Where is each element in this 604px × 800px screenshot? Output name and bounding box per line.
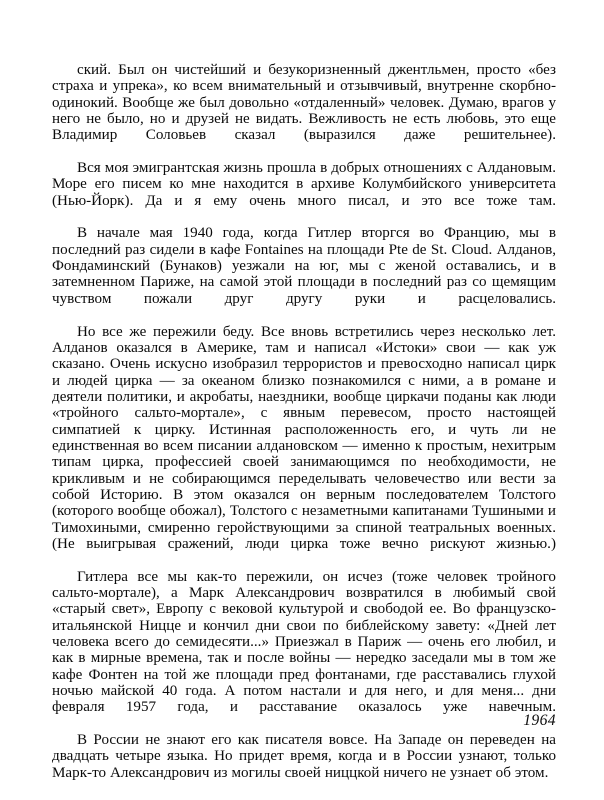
paragraph-russia: В России не знают его как писателя вовсе. На Западе он переведен на двадцать четыре языка. Но придет время, когда и в России узнают, только Марк-то Александрович из могилы своей ниццкой ничего не узнает об этом. (52, 732, 556, 781)
paragraph-emigrant-life: Вся моя эмигрантская жизнь прошла в добрых отношениях с Алдановым. Море его писем ко мне находится в архиве Колумбийского университета (Нью-Йорк). Да и я ему очень много писал, и это все тоже там. (52, 160, 556, 209)
paragraph-continued: ский. Был он чистейший и безукоризненный джентльмен, просто «без страха и упрека», ко всем внимательный и отзывчивый, внутренне скорбно-одинокий. Вообще же был довольно «отдаленный» человек. Думаю, врагов у него не было, но и друзей не видать. Вежливость не есть любовь, это еще Владимир Соловьев сказал (выразился даже решительнее). (52, 62, 556, 144)
year-footer: 1964 (523, 712, 556, 729)
paragraph-hitler-nice: Гитлера все мы как-то пережили, он исчез (тоже человек тройного сальто-мортале), а Марк Александрович возвратился в любимый свой «старый свет», Европу с вековой культурой и свободой ее. Во французско-итальянской Ницце и кончил дни свои по библейскому завету: «Дней лет человека всего до семидесяти...» Приезжал в Париж — очень его любил, и как в мирные времена, так и после войны — нередко заседали мы в том же кафе Фонтен на той же площади пред фонтанами, где расставались глухой ночью майской 40 года. А потом настали и для него, и для меня... дни февраля 1957 года, и расставание оказалось уже навечным. (52, 568, 556, 716)
body-text (52, 62, 556, 781)
paragraph-circus: Но все же пережили беду. Все вновь встретились через несколько лет. Алданов оказался в Америке, там и написал «Истоки» свои — как уж сказано. Очень искусно изобразил террористов и превосходно написал цирк и людей цирка — за океаном близко познакомился с ними, а в романе и деятели политики, и акробаты, наездники, вообще циркачи поданы как люди «тройного сальто-мортале», с явным перевесом, просто настоящей симпатией к цирку. Истинная расположенность его, и чуть ли не единственная во всем писании алдановском — именно к простым, нехитрым типам цирка, профессией своей занимающимся по необходимости, не крикливым и не собирающимся переделывать человечество или вести за собой Историю. В этом оказался он верным последователем Толстого (которого вообще обожал), Толстого с незаметными капитанами Тушиными и Тимохиными, смиренно геройствующими за спиной театральных военных. (Не выигрывая сражений, люди цирка тоже вечно рискуют жизнью.) (52, 323, 556, 552)
paragraph-may-1940: В начале мая 1940 года, когда Гитлер вторгся во Францию, мы в последний раз сидели в кафе Fontaines на площади Pte de St. Cloud. Алданов, Фондаминский (Бунаков) уезжали на юг, мы с женой оставались, и в затемненном Париже, на самой этой площади в последний раз со щемящим чувством пожали друг другу руки и расцеловались. (52, 225, 556, 307)
